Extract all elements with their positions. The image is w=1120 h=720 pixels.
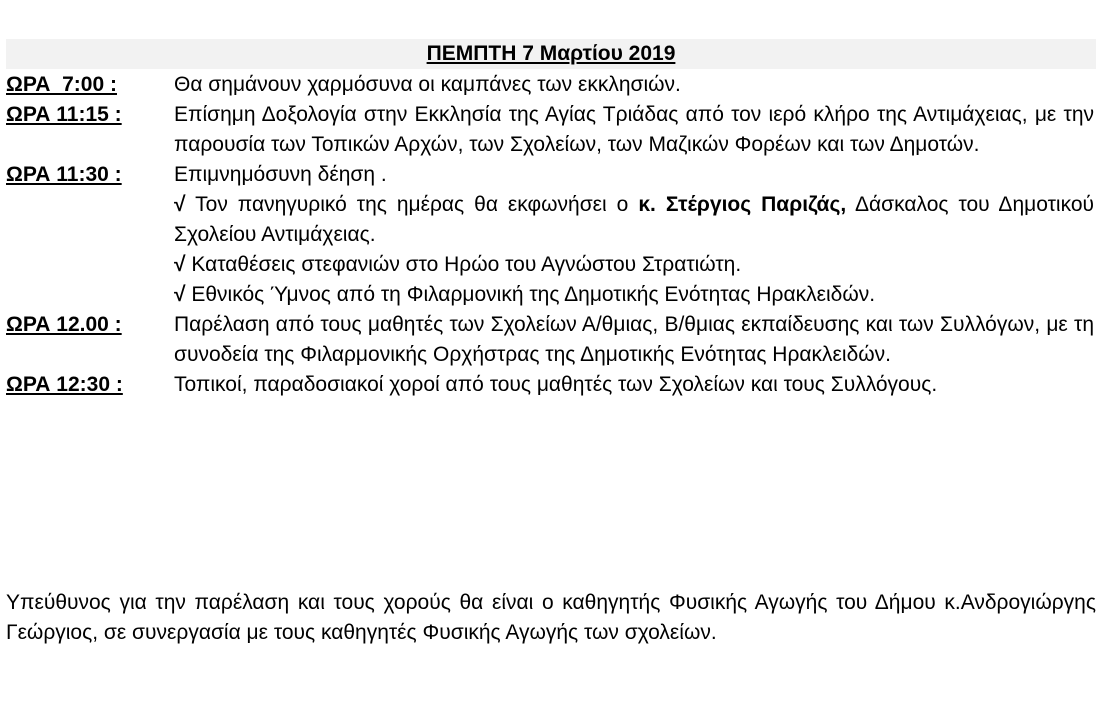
bullet-text: Εθνικός Ύμνος από τη Φιλαρμονική της Δημοτικής Ενότητας Ηρακλειδών. [191,283,876,306]
bullet-item [174,190,1094,250]
time-label: ΩΡΑ 12.00 : [6,313,122,336]
bullet-item [174,250,1094,280]
time-label: ΩΡΑ 11:15 : [6,103,122,126]
speaker-name: κ. Στέργιος Παριζάς, [638,193,847,216]
schedule-row-1130 [6,160,1106,310]
event-description: Επίσημη Δοξολογία στην Εκκλησία της Αγίας Τριάδας από τον ιερό κλήρο της Αντιμάχειας, με την παρουσία των Τοπικών Αρχών, των Σχολείων, των Μαζικών Φορέων και των Δημοτών. [174,103,1094,156]
time-label: ΩΡΑ 12:30 : [6,373,123,396]
event-description: Θα σημάνουν χαρμόσυνα οι καμπάνες των εκκλησιών. [174,73,681,96]
event-description: Τοπικοί, παραδοσιακοί χοροί από τους μαθητές των Σχολείων και τους Συλλόγους. [174,373,938,396]
schedule-row-1230 [6,370,1106,400]
event-description: Επιμνημόσυνη δέηση . [174,163,387,186]
time-label: ΩΡΑ 7:00 : [6,73,117,96]
checkmark-icon: √ [174,283,186,306]
bullet-text: Καταθέσεις στεφανιών στο Ηρώο του Αγνώστου Στρατιώτη. [191,253,742,276]
checkmark-icon: √ [174,193,186,216]
bullet-item [174,280,1094,310]
bullet-text-start: Τον πανηγυρικό της ημέρας θα εκφωνήσει ο [195,193,639,216]
event-schedule [6,70,1106,400]
schedule-row-0700 [6,70,1106,100]
schedule-row-1115 [6,100,1106,160]
event-description: Παρέλαση από τους μαθητές των Σχολείων Α/θμιας, Β/θμιας εκπαίδευσης και των Συλλόγων, με τη συνοδεία της Φιλαρμονικής Ορχήστρας της Δημοτικής Ενότητας Ηρακλειδών. [174,313,1094,366]
schedule-row-1200 [6,310,1106,370]
bullet-text-end: Δάσκαλος του Δημοτικού Σχολείου Αντιμάχειας. [174,193,1094,246]
checkmark-icon: √ [174,253,186,276]
footer-note: Υπεύθυνος για την παρέλαση και τους χορούς θα είναι ο καθηγητής Φυσικής Αγωγής του Δήμου κ.Ανδρογιώργης Γεώργιος, σε συνεργασία με τους καθηγητές Φυσικής Αγωγής των σχολείων. [6,591,1096,644]
document-title: ΠΕΜΠΤΗ 7 Μαρτίου 2019 [6,39,1096,69]
time-label: ΩΡΑ 11:30 : [6,163,122,186]
event-details [174,160,1094,310]
